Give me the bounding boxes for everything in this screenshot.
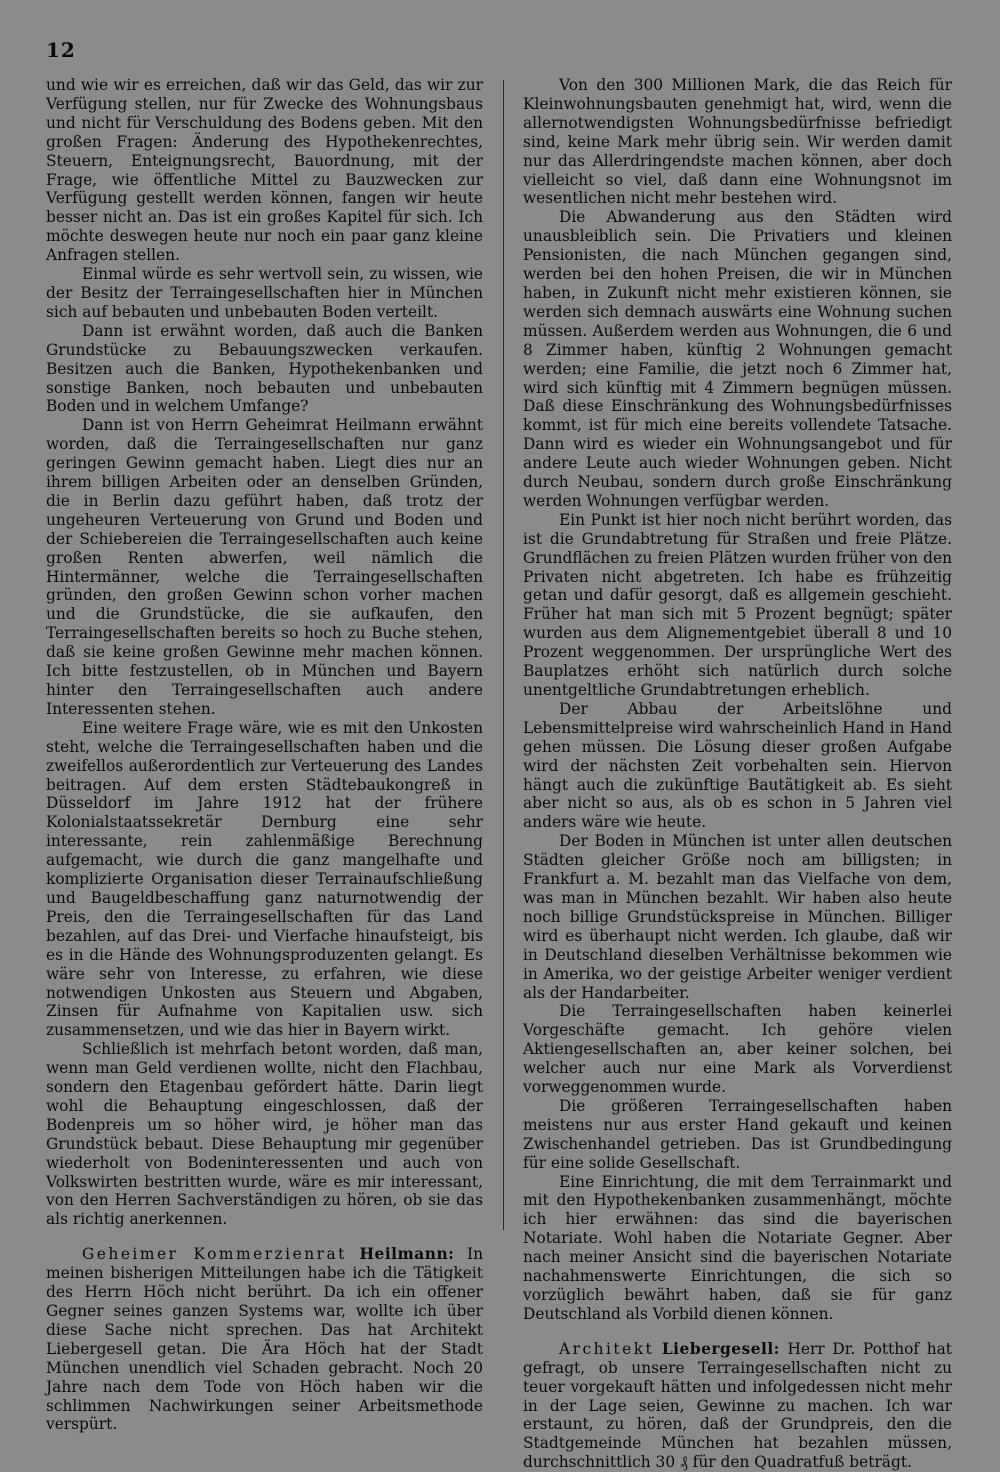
speaker-role: Architekt [559, 1339, 655, 1358]
paragraph: Der Boden in München ist unter allen deutschen Städten gleicher Größe noch am billigsten; in Frankfurt a. M. bezahlt man das Vielfache von dem, was man in München bezahlt. Wir haben also heute noch billige Grundstückspreise in München. Billiger wird es überhaupt nicht werden. Ich glaube, daß wir in Deutschland dieselben Verhältnisse bekommen wie in Amerika, wo der geistige Arbeiter weniger verdient als der Handarbeiter. [523, 832, 952, 1002]
speaker-role: Geheimer Kommerzienrat [82, 1245, 347, 1264]
paragraph: Dann ist erwähnt worden, daß auch die Banken Grundstücke zu Bebauungszwecken verkaufen. Besitzen auch die Banken, Hypothekenbanken und sonstige Banken, noch bebauten und unbebauten Boden und in welchem Umfange? [46, 321, 483, 416]
paragraph: Die größeren Terraingesellschaften haben meistens nur aus erster Hand gekauft und keinen Zwischenhandel getrieben. Das ist Grundbedingung für eine solide Gesellschaft. [523, 1096, 952, 1172]
speech-text: Herr Dr. Potthof hat gefragt, ob unsere Terraingesellschaften nicht zu teuer vorgekauft hätten und infolgedessen nicht mehr in der Lage seien, Gewinne zu machen. Ich war erstaunt, zu hören, daß der Grundpreis, den die Stadtgemeinde München hat bezahlen müssen, durchschnittlich 30 ₰ für den Quadratfuß beträgt. [523, 1339, 952, 1472]
paragraph: Von den 300 Millionen Mark, die das Reich für Kleinwohnungsbauten genehmigt hat, wird, wenn die allernotwendigsten Wohnungsbedürfnisse befriedigt sind, keine Mark mehr übrig sein. Wir werden damit nur das Allerdringendste machen können, aber doch vielleicht so viel, daß dann eine Wohnungsnot im wesentlichen nicht mehr bestehen wird. [523, 76, 952, 208]
left-column [46, 76, 483, 1434]
speaker-paragraph [46, 1245, 483, 1434]
paragraph: Eine weitere Frage wäre, wie es mit den Unkosten steht, welche die Terraingesellschaften haben und die zweifellos außerordentlich zur Verteuerung des Landes beitragen. Auf dem ersten Städtebaukongreß in Düsseldorf im Jahre 1912 hat der frühere Kolonialstaatssekretär Dernburg eine sehr interessante, rein zahlenmäßige Berechnung aufgemacht, wie durch die ganz mangelhafte und komplizierte Organisation dieser Terrainaufschließung und Baugeldbeschaffung ganz naturnotwendig der Preis, den die Terraingesellschaften für das Land bezahlen, auf das Drei- und Vierfache hinaufsteigt, bis es in die Hände des Wohnungsproduzenten gelangt. Es wäre sehr von Interesse, zu erfahren, wie diese notwendigen Unkosten aus Steuern und Abgaben, Zinsen für Aufnahme von Kapitalien usw. sich zusammensetzen, und wie das hier in Bayern wirkt. [46, 718, 483, 1040]
speaker-name: Heilmann: [359, 1245, 455, 1264]
paragraph: Dann ist von Herrn Geheimrat Heilmann erwähnt worden, daß die Terraingesellschaften nur ganz geringen Gewinn gemacht haben. Liegt dies nur an ihrem billigen Arbeiten oder an denselben Gründen, die in Berlin dazu geführt haben, daß trotz der ungeheuren Verteuerung von Grund und Boden und der Schiebereien die Terraingesellschaften auch keine großen Renten abwerfen, weil nämlich die Hintermänner, welche die Terraingesellschaften gründen, den großen Gewinn schon vorher machen und die Grundstücke, die sie aufkaufen, den Terraingesellschaften bereits so hoch zu Buche stehen, daß sie keine großen Gewinne mehr machen können. Ich bitte festzustellen, ob in München und Bayern hinter den Terraingesellschaften auch andere Interessenten stehen. [46, 416, 483, 718]
right-column [523, 76, 952, 1472]
paragraph: Die Abwanderung aus den Städten wird unausbleiblich sein. Die Privatiers und kleinen Pensionisten, die nach München gegangen sind, werden bei den hohen Preisen, die wir in München haben, in Zukunft nicht mehr existieren können, sie werden sich demnach auswärts eine Wohnung suchen müssen. Außerdem werden aus Wohnungen, die 6 und 8 Zimmer haben, künftig 2 Wohnungen gemacht werden; eine Familie, die jetzt noch 6 Zimmer hat, wird sich künftig mit 4 Zimmern begnügen müssen. Daß diese Einschränkung des Wohnungsbedürfnisses kommt, ist für mich eine bereits vollendete Tatsache. Dann wird es wieder ein Wohnungsangebot und für andere Leute auch wieder Wohnungen geben. Nicht durch Neubau, sondern durch große Einschränkung werden Wohnungen verfügbar werden. [523, 208, 952, 510]
paragraph: Eine Einrichtung, die mit dem Terrainmarkt und mit den Hypothekenbanken zusammenhängt, möchte ich hier erwähnen: das sind die bayerischen Notariate. Wohl haben die Notariate Gegner. Aber nach meiner Ansicht sind die bayerischen Notariate nachahmenswerte Einrichtungen, die sich so vorzüglich bewährt haben, daß sie für ganz Deutschland als Vorbild dienen können. [523, 1172, 952, 1323]
paragraph: Der Abbau der Arbeitslöhne und Lebensmittelpreise wird wahrscheinlich Hand in Hand gehen müssen. Die Lösung dieser großen Aufgabe wird der nächsten Zeit vorbehalten sein. Hiervon hängt auch die zukünftige Bautätigkeit ab. Es sieht aber nicht so aus, als ob es schon in 5 Jahren viel anders wäre wie heute. [523, 699, 952, 832]
paragraph: Einmal würde es sehr wertvoll sein, zu wissen, wie der Besitz der Terraingesellschaften hier in München sich auf bebauten und unbebauten Boden verteilt. [46, 265, 483, 321]
paragraph: Schließlich ist mehrfach betont worden, daß man, wenn man Geld verdienen wollte, nicht den Flachbau, sondern den Etagenbau gefördert hätte. Darin liegt wohl die Behauptung eingeschlossen, daß der Bodenpreis um so höher wird, je höher man das Grundstück bebaut. Diese Behauptung mir gegenüber wiederholt von Bodeninteressenten und auch von Volkswirten bestritten wurde, wäre es mir interessant, von den Herren Sachverständigen zu hören, ob sie das als richtig anerkennen. [46, 1040, 483, 1229]
paragraph: Die Terraingesellschaften haben keinerlei Vorgeschäfte gemacht. Ich gehöre vielen Aktiengesellschaften an, aber keiner solchen, bei welcher auch nur eine Mark als Vorverdienst vorweggenommen wurde. [523, 1002, 952, 1097]
page-number: 12 [46, 38, 76, 62]
column-divider [503, 80, 504, 1230]
paragraph: Ein Punkt ist hier noch nicht berührt worden, das ist die Grundabtretung für Straßen und freie Plätze. Grundflächen zu freien Plätzen wurden früher von den Privaten nicht abgetreten. Ich habe es frühzeitig getan und dafür gesorgt, daß es allgemein geschieht. Früher hat man sich mit 5 Prozent begnügt; später wurden aus dem Alignementgebiet überall 8 und 10 Prozent weggenommen. Der ursprüngliche Wert des Bauplatzes erhöht sich natürlich durch solche unentgeltliche Grundabtretungen erheblich. [523, 510, 952, 699]
speech-text: In meinen bisherigen Mitteilungen habe ich die Tätigkeit des Herrn Höch nicht berührt. Da ich ein offener Gegner seines ganzen Systems war, wollte ich über diese Sache nicht sprechen. Das hat Architekt Liebergesell getan. Die Ära Höch hat der Stadt München unendlich viel Schaden gebracht. Noch 20 Jahre nach dem Tode von Höch haben wir die schlimmen Nachwirkungen seiner Arbeitsmethode verspürt. [46, 1245, 483, 1434]
speaker-paragraph [523, 1340, 952, 1472]
speaker-name: Liebergesell: [661, 1339, 780, 1358]
paragraph: und wie wir es erreichen, daß wir das Geld, das wir zur Verfügung stellen, nur für Zwecke des Wohnungsbaus und nicht für Verschuldung des Bodens geben. Mit den großen Fragen: Änderung des Hypothekenrechtes, Steuern, Enteignungsrecht, Bauordnung, mit der Frage, wie öffentliche Mittel zu Bauzwecken zur Verfügung gestellt werden können, fangen wir heute besser nicht an. Das ist ein großes Kapitel für sich. Ich möchte deswegen heute nur noch ein paar ganz kleine Anfragen stellen. [46, 76, 483, 265]
